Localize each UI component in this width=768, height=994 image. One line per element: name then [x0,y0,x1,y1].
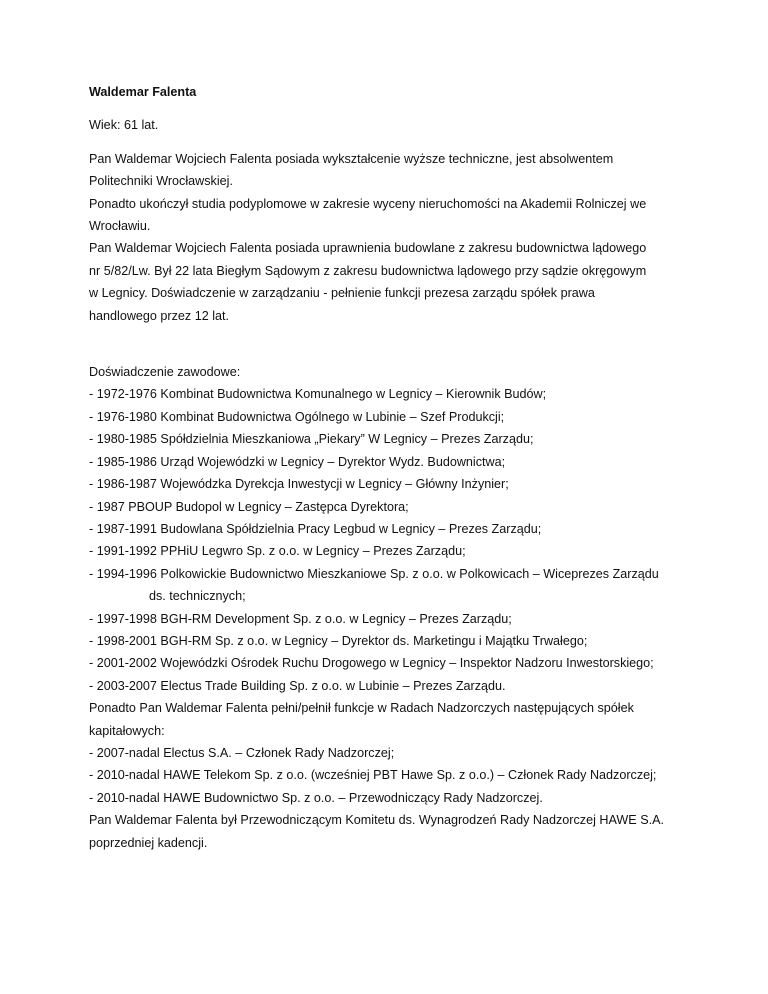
experience-list [89,383,689,697]
intro-line: w Legnicy. Doświadczenie w zarządzaniu - pełnienie funkcji prezesa zarządu spółek prawa [89,286,595,301]
intro-line: Ponadto ukończył studia podyplomowe w zakresie wyceny nieruchomości na Akademii Rolniczej we [89,196,647,211]
closing-paragraph [89,809,689,854]
experience-item: - 1998-2001 BGH-RM Sp. z o.o. w Legnicy – Dyrektor ds. Marketingu i Majątku Trwałego; [89,633,588,648]
intro-line: Politechniki Wrocławskiej. [89,174,233,189]
intro-line: handlowego przez 12 lat. [89,308,230,323]
intro-paragraph [89,148,689,327]
experience-heading: Doświadczenie zawodowe: [89,365,241,380]
board-item: - 2007-nadal Electus S.A. – Członek Rady Nadzorczej; [89,745,395,760]
experience-item: - 2001-2002 Wojewódzki Ośrodek Ruchu Drogowego w Legnicy – Inspektor Nadzoru Inwestorskiego; [89,656,654,671]
experience-item: - 2003-2007 Electus Trade Building Sp. z o.o. w Lubinie – Prezes Zarządu. [89,678,506,693]
intro-line: Wrocławiu. [89,219,151,234]
experience-item: - 1976-1980 Kombinat Budownictwa Ogólnego w Lubinie – Szef Produkcji; [89,409,505,424]
board-item: - 2010-nadal HAWE Budownictwo Sp. z o.o. – Przewodniczący Rady Nadzorczej. [89,790,543,805]
experience-item: - 1986-1987 Wojewódzka Dyrekcja Inwestycji w Legnicy – Główny Inżynier; [89,477,509,492]
board-item: - 2010-nadal HAWE Telekom Sp. z o.o. (wcześniej PBT Hawe Sp. z o.o.) – Członek Rady Nadzorczej; [89,768,657,783]
intro-line: Pan Waldemar Wojciech Falenta posiada uprawnienia budowlane z zakresu budownictwa lądowego [89,241,647,256]
boards-list [89,742,689,809]
boards-intro [89,697,689,742]
experience-item: - 1987-1991 Budowlana Spółdzielnia Pracy Legbud w Legnicy – Prezes Zarządu; [89,521,542,536]
experience-item: - 1972-1976 Kombinat Budownictwa Komunalnego w Legnicy – Kierownik Budów; [89,387,547,402]
intro-line: nr 5/82/Lw. Był 22 lata Biegłym Sądowym z zakresu budownictwa lądowego przy sądzie okręgowym [89,263,647,278]
experience-item: - 1980-1985 Spółdzielnia Mieszkaniowa „Piekary” W Legnicy – Prezes Zarządu; [89,432,534,447]
experience-item: - 1997-1998 BGH-RM Development Sp. z o.o. w Legnicy – Prezes Zarządu; [89,611,512,626]
closing-line: Pan Waldemar Falenta był Przewodniczącym Komitetu ds. Wynagrodzeń Rady Nadzorczej HAWE S.A. [89,813,664,828]
person-name: Waldemar Falenta [89,85,197,99]
boards-intro-line: kapitałowych: [89,723,165,738]
closing-line: poprzedniej kadencji. [89,835,208,850]
age-line: Wiek: 61 lat. [89,118,159,133]
intro-line: Pan Waldemar Wojciech Falenta posiada wykształcenie wyższe techniczne, jest absolwentem [89,151,614,166]
experience-item-continuation: ds. technicznych; [149,589,246,604]
experience-item: - 1985-1986 Urząd Wojewódzki w Legnicy – Dyrektor Wydz. Budownictwa; [89,454,506,469]
experience-item: - 1987 PBOUP Budopol w Legnicy – Zastępca Dyrektora; [89,499,409,514]
boards-intro-line: Ponadto Pan Waldemar Falenta pełni/pełnił funkcje w Radach Nadzorczych następujących spółek [89,701,634,716]
experience-item: - 1994-1996 Polkowickie Budownictwo Mieszkaniowe Sp. z o.o. w Polkowicach – Wiceprezes Zarządu [89,566,659,581]
experience-item: - 1991-1992 PPHiU Legwro Sp. z o.o. w Legnicy – Prezes Zarządu; [89,544,466,559]
document-page [89,81,689,854]
